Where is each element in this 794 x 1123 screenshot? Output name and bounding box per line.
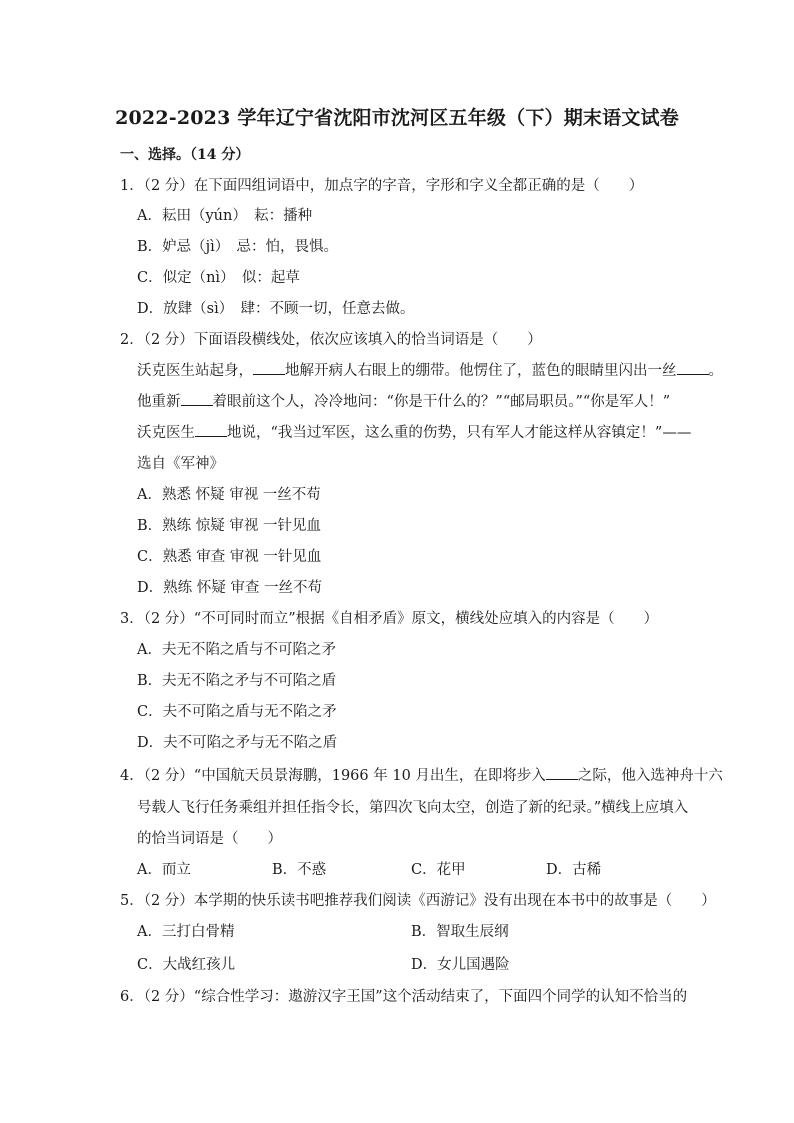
q1-option-a[interactable]: A．耘田（yún） 耘：播种 [137, 208, 313, 224]
q5-option-a[interactable]: A．三打白骨精 [137, 924, 235, 940]
q2-blank-3 [181, 393, 213, 406]
q4-blank [546, 767, 578, 780]
q5-option-d[interactable]: D．女儿国遇险 [411, 957, 510, 973]
q2-passage-source: 选自《军神》 [137, 456, 224, 472]
q2-blank-1 [253, 362, 285, 375]
q3-stem: 3．（2 分）“不可同时而立”根据《自相矛盾》原文，横线处应填入的内容是（ ） [120, 611, 659, 627]
q2-stem: 2．（2 分）下面语段横线处，依次应该填入的恰当词语是（ ） [120, 332, 542, 348]
q3-option-c[interactable]: C．夫不可陷之盾与无不陷之矛 [137, 704, 337, 720]
q2-passage-line-1: 沃克医生站起身， 地解开病人右眼上的绷带。他愣住了，蓝色的眼睛里闪出一丝 。 [137, 363, 723, 379]
q3-option-a[interactable]: A．夫无不陷之盾与不可陷之矛 [137, 642, 336, 658]
q2-blank-2 [677, 362, 709, 375]
q2-passage-line-2: 他重新 着眼前这个人，冷冷地问：“你是干什么的？”“邮局职员。”“你是军人！” [137, 394, 671, 410]
q4-option-d[interactable]: D．古稀 [546, 862, 602, 878]
q4-stem-line-2: 号载人飞行任务乘组并担任指令长，第四次飞向太空，创造了新的纪录。”横线上应填入 [137, 800, 689, 816]
q5-stem: 5．（2 分）本学期的快乐读书吧推荐我们阅读《西游记》没有出现在本书中的故事是（ ） [120, 893, 716, 909]
q1-option-b[interactable]: B．妒忌（jì） 忌：怕，畏惧。 [137, 239, 339, 255]
q1-option-c[interactable]: C．似定（nì） 似：起草 [137, 270, 300, 286]
q2-option-a[interactable]: A．熟悉 怀疑 审视 一丝不苟 [137, 487, 321, 503]
q5-option-c[interactable]: C．大战红孩儿 [137, 957, 236, 973]
q4-option-b[interactable]: B．不惑 [272, 862, 327, 878]
q2-option-d[interactable]: D．熟练 怀疑 审查 一丝不苟 [137, 580, 322, 596]
q3-option-d[interactable]: D．夫不可陷之矛与无不陷之盾 [137, 735, 338, 751]
q1-stem: 1．（2 分）在下面四组词语中，加点字的字音，字形和字义全都正确的是（ ） [120, 178, 644, 194]
q2-blank-4 [195, 424, 227, 437]
q4-option-a[interactable]: A．而立 [137, 862, 191, 878]
q4-stem-line-1: 4．（2 分）“中国航天员景海鹏，1966 年 10 月出生，在即将步入 之际，他入选神舟十六 [120, 768, 723, 784]
q6-stem: 6．（2 分）“综合性学习：遨游汉字王国”这个活动结束了，下面四个同学的认知不恰当的 [120, 989, 688, 1005]
section-heading: 一、选择。（14 分） [120, 147, 250, 163]
q5-option-b[interactable]: B．智取生辰纲 [411, 924, 509, 940]
page-title: 2022-2023 学年辽宁省沈阳市沈河区五年级（下）期末语文试卷 [115, 107, 679, 129]
q2-passage-line-3: 沃克医生 地说，“我当过军医，这么重的伤势，只有军人才能这样从容镇定！”—— [137, 425, 692, 441]
q2-option-b[interactable]: B．熟练 惊疑 审视 一针见血 [137, 518, 321, 534]
q2-option-c[interactable]: C．熟悉 审查 审视 一针见血 [137, 549, 322, 565]
q4-option-c[interactable]: C．花甲 [411, 862, 466, 878]
q1-option-d[interactable]: D．放肆（sì） 肆：不顾一切，任意去做。 [137, 301, 415, 317]
q3-option-b[interactable]: B．夫无不陷之矛与不可陷之盾 [137, 673, 337, 689]
q4-stem-line-3: 的恰当词语是（ ） [137, 831, 282, 847]
